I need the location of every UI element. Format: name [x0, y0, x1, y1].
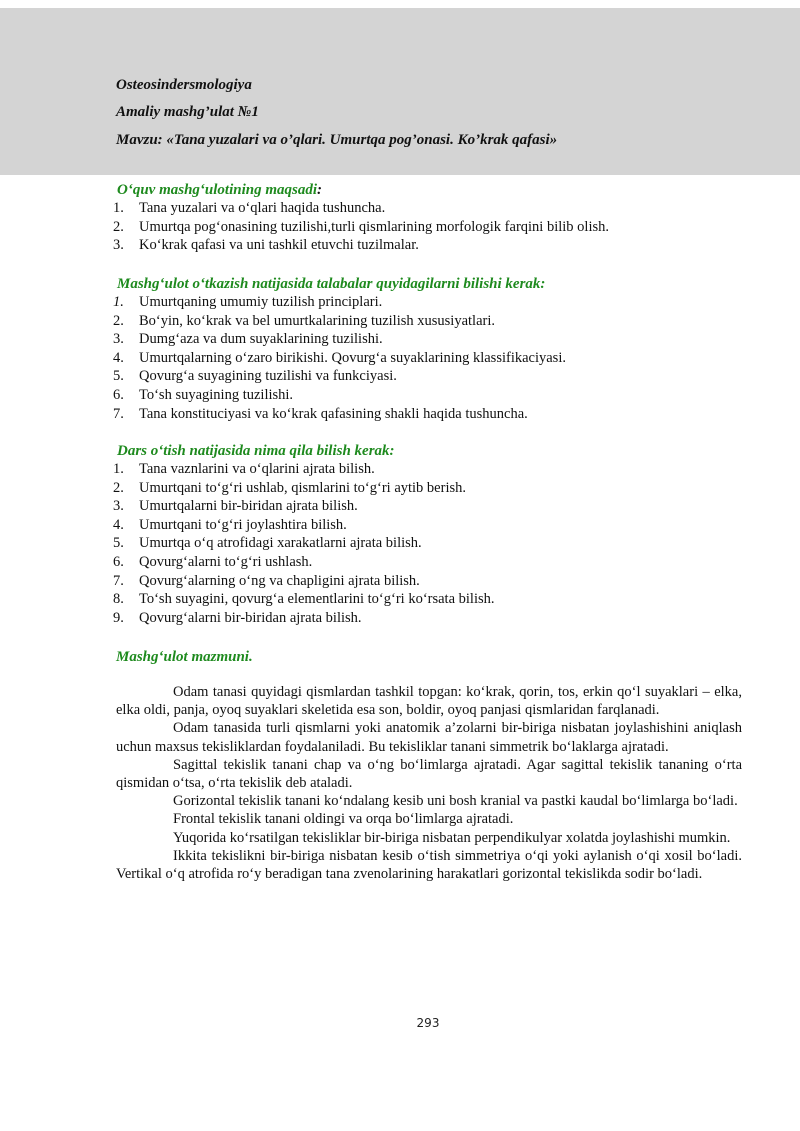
list-item: [113, 236, 753, 255]
list-text: Umurtqalarni bir-biridan ajrata bilish.: [139, 498, 358, 515]
list-number: 6.: [113, 386, 124, 403]
list-text: Qovurg‘alarni bir-biridan ajrata bilish.: [139, 609, 362, 626]
list-item: [113, 405, 753, 424]
paragraph: Sagittal tekislik tanani chap va o‘ng bo‘limlarga ajratadi. Agar sagittal tekislik tananing o‘rta qismidan o‘tsa, o‘rta tekislik deb ataladi.: [116, 756, 742, 792]
list-number: 7.: [113, 405, 124, 422]
knowledge-section: [113, 275, 753, 423]
knowledge-title: Mashg‘ulot o‘tkazish natijasida talabalar quyidagilarni bilishi kerak:: [117, 276, 546, 292]
paragraph: Odam tanasi quyidagi qismlardan tashkil topgan: ko‘krak, qorin, tos, erkin qo‘l suyaklari – elka, elka oldi, panja, oyoq suyaklari skeletida esa son, boldir, oyoq panjasi qismlaridan farqlanadi.: [116, 684, 742, 719]
list-item: [113, 349, 753, 368]
list-item: [113, 293, 753, 312]
list-text: Tana vaznlarini va o‘qlarini ajrata bilish.: [139, 461, 375, 477]
knowledge-list: [113, 293, 753, 423]
lesson-topic: Mavzu: «Tana yuzalari va o’qlari. Umurtqa pog’onasi. Ko’krak qafasi»: [116, 132, 558, 148]
paragraph: Gorizontal tekislik tanani ko‘ndalang kesib uni bosh kranial va pastki kaudal bo‘limlarga bo‘ladi.: [173, 793, 738, 810]
goals-section: [113, 181, 753, 255]
list-item: [113, 386, 753, 405]
goals-title: [117, 181, 753, 199]
list-item: [113, 497, 753, 516]
skills-section: [113, 442, 753, 627]
list-number: 9.: [113, 609, 124, 626]
list-text: Tana konstituciyasi va ko‘krak qafasining shakli haqida tushuncha.: [139, 405, 528, 422]
paragraph: Yuqorida ko‘rsatilgan tekisliklar bir-biriga nisbatan perpendikulyar xolatda joylashishi mumkin.: [173, 829, 731, 846]
list-number: 6.: [113, 553, 124, 570]
lesson-number: Amaliy mashg’ulat №1: [116, 104, 259, 120]
paragraph: Frontal tekislik tanani oldingi va orqa bo‘limlarga ajratadi.: [173, 811, 514, 828]
list-text: Tana yuzalari va o‘qlari haqida tushuncha.: [139, 200, 386, 216]
list-item: [113, 330, 753, 349]
list-number: 4.: [113, 516, 124, 533]
page-number: 293: [416, 1016, 440, 1030]
list-item: [113, 218, 753, 237]
list-text: Umurtqani to‘g‘ri ushlab, qismlarini to‘g‘ri aytib berish.: [139, 479, 466, 496]
paragraph: Ikkita tekislikni bir-biriga nisbatan kesib o‘tish simmetriya o‘qi yoki aylanish o‘qi xosil bo‘ladi. Vertikal o‘q atrofida ro‘y beradigan tana zvenolarining harakatlari gorizontal tekislikda sodir bo‘ladi.: [116, 847, 742, 883]
list-item: [113, 553, 753, 572]
course-title: Osteosindersmologiya: [116, 77, 252, 93]
list-item: [113, 572, 753, 591]
list-number: 2.: [113, 312, 124, 329]
list-number: 7.: [113, 572, 124, 589]
content-section: [113, 648, 753, 666]
list-number: 3.: [113, 237, 124, 254]
list-text: Qovurg‘alarning o‘ng va chapligini ajrata bilish.: [139, 572, 420, 589]
list-number: 3.: [113, 331, 124, 348]
list-item: [113, 590, 753, 609]
list-number: 8.: [113, 591, 124, 608]
list-number: 2.: [113, 479, 124, 496]
list-item: [113, 199, 753, 218]
list-number: 3.: [113, 498, 124, 515]
list-text: Umurtqa pog‘onasining tuzilishi,turli qismlarining morfologik farqini bilib olish.: [139, 218, 609, 235]
list-text: Dumg‘aza va dum suyaklarining tuzilishi.: [139, 331, 383, 348]
list-item: [113, 609, 753, 628]
goals-title-text: O‘quv mashg‘ulotining maqsadi: [117, 182, 318, 198]
list-text: To‘sh suyagining tuzilishi.: [139, 386, 294, 403]
paragraph: Odam tanasida turli qismlarni yoki anatomik a’zolarni bir-biriga nisbatan joylashishini aniqlash uchun maxsus tekisliklardan foydalaniladi. Bu tekisliklar tanani simmetrik bo‘laklarga ajratadi.: [116, 720, 742, 755]
goals-list: [113, 199, 753, 255]
list-text: Umurtqani to‘g‘ri joylashtira bilish.: [139, 516, 347, 533]
list-text: Qovurg‘alarni to‘g‘ri ushlash.: [139, 553, 313, 570]
list-item: [113, 479, 753, 498]
list-text: Umurtqa o‘q atrofidagi xarakatlarni ajrata bilish.: [139, 535, 422, 552]
list-item: [113, 534, 753, 553]
list-text: Ko‘krak qafasi va uni tashkil etuvchi tuzilmalar.: [139, 237, 419, 254]
list-number: 2.: [113, 218, 124, 235]
list-number: 1.: [113, 294, 124, 310]
list-text: To‘sh suyagini, qovurg‘a elementlarini to‘g‘ri ko‘rsata bilish.: [139, 591, 495, 608]
list-text: Umurtqaning umumiy tuzilish principlari.: [139, 294, 383, 310]
list-number: 1.: [113, 461, 124, 477]
list-item: [113, 460, 753, 479]
skills-title: Dars o‘tish natijasida nima qila bilish kerak:: [117, 443, 395, 459]
list-number: 4.: [113, 349, 124, 366]
list-number: 5.: [113, 368, 124, 385]
list-item: [113, 367, 753, 386]
content-body: [116, 683, 742, 883]
goals-title-colon: :: [317, 182, 323, 198]
skills-list: [113, 460, 753, 627]
list-number: 1.: [113, 200, 124, 216]
content-title: Mashg‘ulot mazmuni.: [116, 649, 253, 665]
list-item: [113, 516, 753, 535]
list-item: [113, 312, 753, 331]
list-text: Bo‘yin, ko‘krak va bel umurtkalarining tuzilish xususiyatlari.: [139, 312, 495, 329]
list-text: Umurtqalarning o‘zaro birikishi. Qovurg‘a suyaklarining klassifikaciyasi.: [139, 349, 566, 366]
list-number: 5.: [113, 535, 124, 552]
list-text: Qovurg‘a suyagining tuzilishi va funkciyasi.: [139, 368, 397, 385]
